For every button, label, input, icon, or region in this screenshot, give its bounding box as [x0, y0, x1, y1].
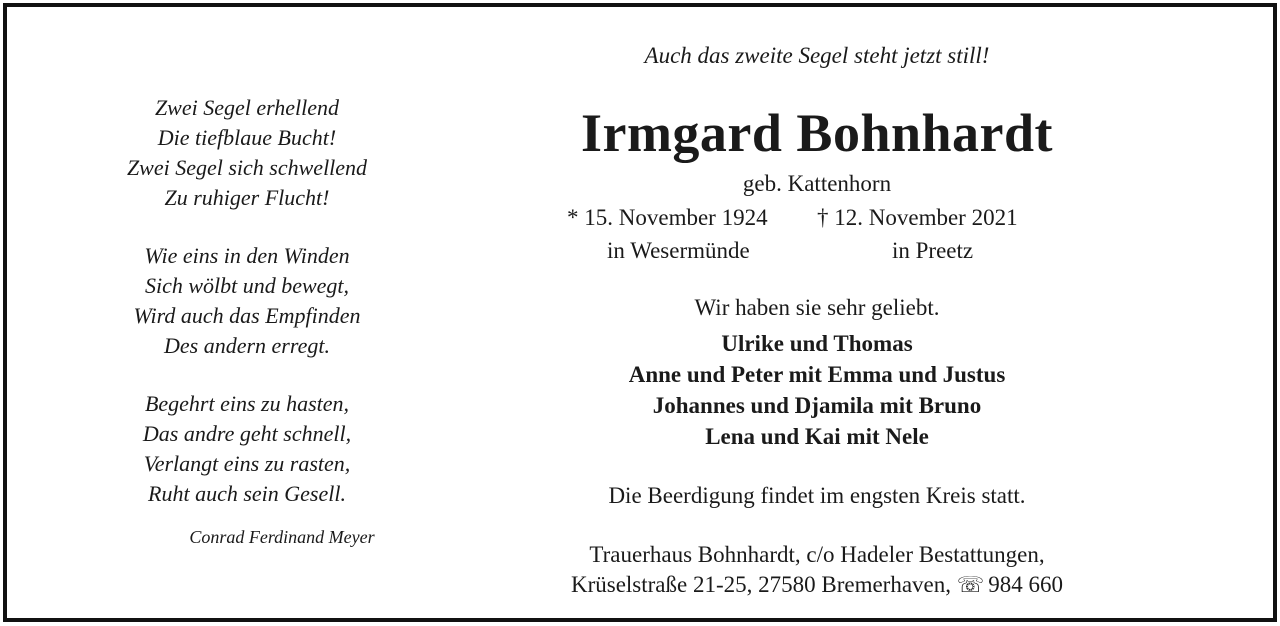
family-line: Lena und Kai mit Nele — [705, 424, 929, 449]
death-date: † 12. November 2021 — [817, 205, 1018, 230]
headline: Auch das zweite Segel steht jetzt still! — [644, 43, 990, 68]
address-street: Krüselstraße 21-25, 27580 Bremerhaven, — [570, 572, 951, 597]
poem-stanza — [67, 241, 427, 361]
poem-line: Verlangt eins zu rasten, — [143, 451, 351, 476]
poem-author: Conrad Ferdinand Meyer — [189, 527, 375, 547]
family-line: Anne und Peter mit Emma und Justus — [628, 362, 1006, 387]
poem-line: Ruht auch sein Gesell. — [148, 481, 346, 506]
poem-line: Das andre geht schnell, — [142, 421, 352, 446]
poem — [67, 93, 427, 537]
address-line-2 — [477, 570, 1157, 600]
funeral-note: Die Beerdigung findet im engsten Kreis statt. — [608, 483, 1026, 508]
poem-line: Die tiefblaue Bucht! — [157, 125, 337, 150]
family-line: Ulrike und Thomas — [721, 331, 913, 356]
poem-line: Wird auch das Empfinden — [133, 303, 361, 328]
poem-line: Wie eins in den Winden — [144, 243, 350, 268]
poem-line: Sich wölbt und bewegt, — [144, 273, 350, 298]
obituary-card — [3, 3, 1277, 622]
notice-column — [477, 7, 1157, 626]
deceased-name: Irmgard Bohnhardt — [580, 103, 1054, 163]
family-line: Johannes und Djamila mit Bruno — [652, 393, 982, 418]
death-place: in Preetz — [892, 238, 974, 263]
phone-number: 984 660 — [988, 572, 1064, 597]
poem-stanza — [67, 93, 427, 213]
poem-line: Zwei Segel sich schwellend — [126, 155, 368, 180]
birth-place: in Wesermünde — [607, 238, 750, 263]
birth-name: geb. Kattenhorn — [742, 171, 892, 196]
address-line-1: Trauerhaus Bohnhardt, c/o Hadeler Bestattungen, — [589, 542, 1045, 567]
poem-line: Des andern erregt. — [164, 333, 330, 358]
telephone-icon: ☏ — [956, 572, 985, 597]
poem-line: Zwei Segel erhellend — [154, 95, 340, 120]
loved-line: Wir haben sie sehr geliebt. — [694, 295, 940, 320]
family-list — [477, 328, 1157, 452]
poem-stanza — [67, 389, 427, 509]
poem-line: Begehrt eins zu hasten, — [144, 391, 350, 416]
birth-date: * 15. November 1924 — [567, 205, 768, 230]
poem-line: Zu ruhiger Flucht! — [164, 185, 330, 210]
